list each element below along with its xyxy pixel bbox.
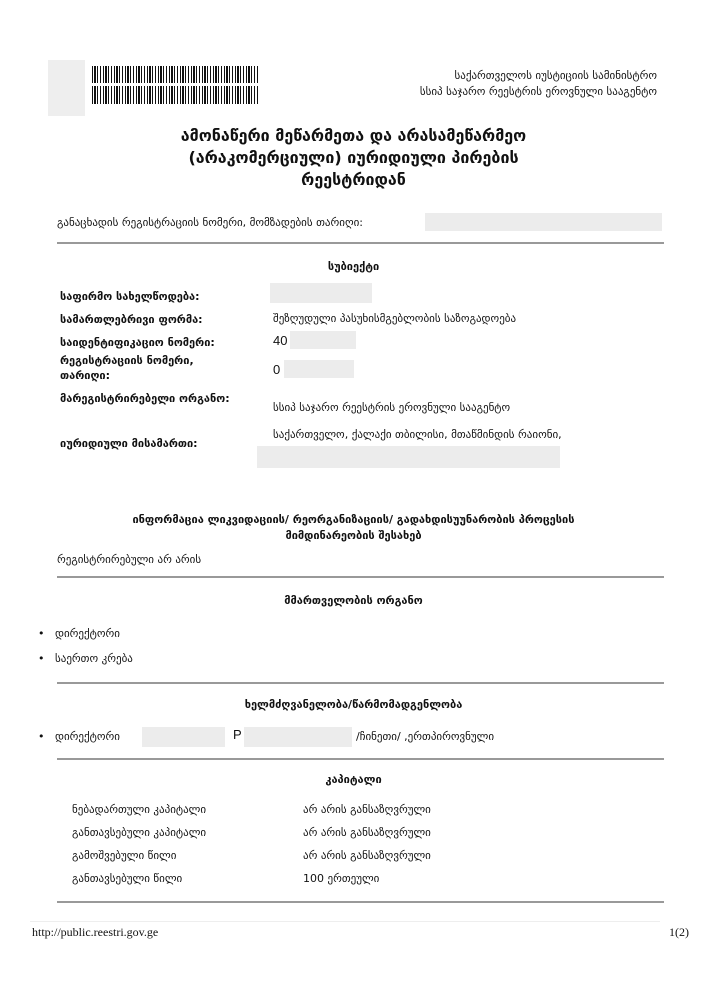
redacted-address xyxy=(257,446,560,468)
footer-divider xyxy=(30,921,660,922)
field-label: სამართლებრივი ფორმა: xyxy=(60,313,203,326)
redacted-registration-number xyxy=(284,360,354,378)
footer-url[interactable]: http://public.reestri.gov.ge xyxy=(32,925,159,939)
legal-address-value: საქართველო, ქალაქი თბილისი, მთაწმინდის რაიონი, xyxy=(273,428,562,441)
capital-value: არ არის განსაზღვრული xyxy=(303,849,431,862)
redacted-company-name xyxy=(270,283,372,303)
person-initial: P xyxy=(233,727,242,742)
governance-item: საერთო კრება xyxy=(54,652,133,665)
heading-line: ინფორმაცია ლიკვიდაციის/ რეორგანიზაციის/ გადახდისუუნარობის პროცესის xyxy=(132,513,575,526)
registration-number-value: 0 xyxy=(273,362,281,377)
divider xyxy=(57,758,664,760)
management-details: /ჩინეთი/ ,ერთპიროვნული xyxy=(356,730,495,743)
capital-label: განთავსებული კაპიტალი xyxy=(72,826,207,839)
field-label: იურიდიული მისამართი: xyxy=(60,437,198,450)
capital-label: განთავსებული წილი xyxy=(72,872,183,885)
liquidation-status: რეგისტრირებული არ არის xyxy=(57,553,202,566)
capital-heading: კაპიტალი xyxy=(325,773,382,786)
page-number: 1(2) xyxy=(669,925,689,939)
ministry-name: საქართველოს იუსტიციის სამინისტრო xyxy=(454,69,657,82)
liquidation-heading xyxy=(0,512,707,544)
divider xyxy=(57,576,664,578)
field-label: რეგისტრაციის ნომერი, თარიღი: xyxy=(60,354,194,382)
agency-name: სსიპ საჯარო რეესტრის ეროვნული სააგენტო xyxy=(419,85,657,98)
heading-line: მიმდინარეობის შესახებ xyxy=(285,529,422,542)
capital-label: გამოშვებული წილი xyxy=(72,849,177,862)
management-role: დირექტორი xyxy=(54,730,120,743)
legal-form-value: შეზღუდული პასუხისმგებლობის საზოგადოება xyxy=(273,312,517,325)
list-item: • დირექტორი xyxy=(38,730,120,743)
redacted-person-name xyxy=(244,727,352,747)
list-item: • საერთო კრება xyxy=(38,652,133,665)
governance-item: დირექტორი xyxy=(54,627,120,640)
title-line: (არაკომერციული) იურიდიული პირების xyxy=(188,148,519,167)
capital-value: არ არის განსაზღვრული xyxy=(303,826,431,839)
capital-value: 100 ერთეული xyxy=(303,872,380,885)
redacted-id-number xyxy=(290,331,356,349)
redacted-area xyxy=(48,60,85,116)
id-number-value: 40 xyxy=(273,333,288,348)
list-item: • დირექტორი xyxy=(38,627,120,640)
subject-heading: სუბიექტი xyxy=(327,260,380,273)
capital-value: არ არის განსაზღვრული xyxy=(303,803,431,816)
field-label: მარეგისტრირებელი ორგანო: xyxy=(60,392,230,405)
agency-header xyxy=(420,68,657,100)
title-line: ამონაწერი მეწარმეთა და არასამეწარმეო xyxy=(180,126,527,145)
application-label: განაცხადის რეგისტრაციის ნომერი, მომზადების თარიღი: xyxy=(57,216,363,229)
redacted-person-id xyxy=(142,727,225,747)
divider xyxy=(57,682,664,684)
governance-heading: მმართველობის ორგანო xyxy=(284,594,423,607)
registering-body-value: სსიპ საჯარო რეესტრის ეროვნული სააგენტო xyxy=(273,401,511,414)
barcode xyxy=(92,66,258,104)
field-label: საფირმო სახელწოდება: xyxy=(60,290,200,303)
document-title xyxy=(0,125,707,191)
divider xyxy=(57,242,664,244)
capital-label: ნებადართული კაპიტალი xyxy=(72,803,207,816)
redacted-application-number xyxy=(425,213,662,231)
divider xyxy=(57,901,664,903)
field-label: საიდენტიფიკაციო ნომერი: xyxy=(60,336,215,349)
title-line: რეესტრიდან xyxy=(301,170,406,189)
management-heading: ხელმძღვანელობა/წარმომადგენლობა xyxy=(244,698,463,711)
